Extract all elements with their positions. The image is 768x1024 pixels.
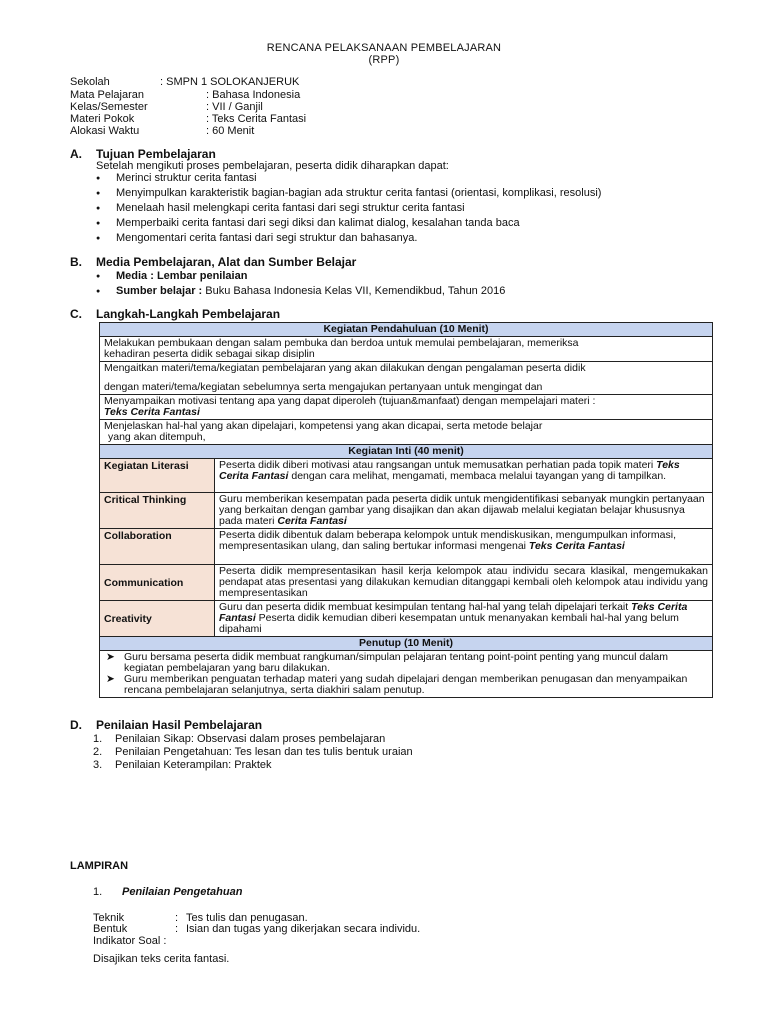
pendahuluan-header: Kegiatan Pendahuluan (10 Menit) bbox=[100, 323, 713, 337]
list-item: ➤ Guru bersama peserta didik membuat rangkuman/simpulan pelajaran tentang point-point penting yang muncul dalam kegiatan pembelajaran yang baru dilakukan. bbox=[106, 651, 668, 674]
table-row: Menyampaikan motivasi tentang apa yang dapat diperoleh (tujuan&manfaat) dengan mempelajari materi : Teks Cerita Fantasi bbox=[100, 395, 713, 420]
table-row: Collaboration Peserta didik dibentuk dalam beberapa kelompok untuk mendiskusikan, mengumpulkan informasi, mempresentasikan ulang, dan saling bertukar informasi mengenai Teks Cerita Fantasi bbox=[100, 529, 713, 565]
lampiran-colon: : bbox=[175, 923, 179, 935]
list-item: ● Mengomentari cerita fantasi dari segi struktur dan bahasanya. bbox=[96, 231, 601, 246]
identity-value-sekolah: : SMPN 1 SOLOKANJERUK bbox=[160, 76, 300, 88]
lampiran-heading: LAMPIRAN bbox=[70, 860, 129, 872]
list-item: ● Sumber belajar : Buku Bahasa Indonesia Kelas VII, Kemendikbud, Tahun 2016 bbox=[96, 284, 505, 299]
list-item: ● Menyimpulkan karakteristik bagian-bagian ada struktur cerita fantasi (orientasi, komplikasi, resolusi) bbox=[96, 186, 601, 201]
section-a-intro: Setelah mengikuti proses pembelajaran, peserta didik diharapkan dapat: bbox=[96, 160, 449, 172]
list-item: 3. Penilaian Keterampilan: Praktek bbox=[93, 759, 272, 771]
identity-label-mapel: Mata Pelajaran bbox=[70, 89, 144, 101]
learning-steps-table bbox=[99, 322, 713, 698]
section-a-heading: A. Tujuan Pembelajaran bbox=[70, 147, 216, 161]
table-row: Melakukan pembukaan dengan salam pembuka dan berdoa untuk memulai pembelajaran, memeriksa kehadiran peserta didik sebagai sikap disiplin bbox=[100, 337, 713, 362]
inti-header: Kegiatan Inti (40 menit) bbox=[100, 445, 713, 459]
section-d-heading: D. Penilaian Hasil Pembelajaran bbox=[70, 718, 263, 732]
penutup-header: Penutup (10 Menit) bbox=[100, 637, 713, 651]
table-header-row bbox=[100, 323, 713, 337]
list-item: ● Media : Lembar penilaian bbox=[96, 269, 505, 284]
table-row: Critical Thinking Guru memberikan kesempatan pada peserta didik untuk mengidentifikasi sebanyak mungkin pertanyaan yang berkaitan dengan gambar yang disajikan dan akan dijawab melalui kegiatan belajar khususnya pada materi Cerita Fantasi bbox=[100, 493, 713, 529]
document-subtitle: (RPP) bbox=[368, 54, 400, 66]
document-title: RENCANA PELAKSANAAN PEMBELAJARAN bbox=[266, 42, 502, 54]
lampiran-closing: Disajikan teks cerita fantasi. bbox=[93, 953, 230, 965]
section-b-list bbox=[96, 269, 505, 299]
section-c-heading: C. Langkah-Langkah Pembelajaran bbox=[70, 307, 281, 321]
identity-label-materi: Materi Pokok bbox=[70, 113, 135, 125]
table-row: Creativity Guru dan peserta didik membuat kesimpulan tentang hal-hal yang telah dipelajari terkait Teks Cerita Fantasi Peserta didik kemudian diberi kesempatan untuk menanyakan kembali hal-hal yang belum dipahami bbox=[100, 601, 713, 637]
identity-value-materi: : Teks Cerita Fantasi bbox=[206, 113, 307, 125]
lampiran-value-teknik: Tes tulis dan penugasan. bbox=[186, 912, 308, 924]
identity-value-waktu: : 60 Menit bbox=[206, 125, 255, 137]
inti-label-collaboration: Collaboration bbox=[100, 529, 215, 565]
lampiran-item-number: 1. bbox=[93, 886, 103, 898]
lampiran-value-bentuk: Isian dan tugas yang dikerjakan secara individu. bbox=[186, 923, 421, 935]
inti-label-communication: Communication bbox=[100, 565, 215, 601]
lampiran-colon: : bbox=[175, 912, 179, 924]
list-item: ● Menelaah hasil melengkapi cerita fantasi dari segi struktur cerita fantasi bbox=[96, 201, 601, 216]
list-item: 1. Penilaian Sikap: Observasi dalam proses pembelajaran bbox=[93, 733, 386, 745]
arrow-bullet-icon: ➤ bbox=[106, 651, 115, 663]
inti-label-literasi: Kegiatan Literasi bbox=[100, 459, 215, 493]
table-row: Mengaitkan materi/tema/kegiatan pembelajaran yang akan dilakukan dengan pengalaman peserta didik dengan materi/tema/kegiatan sebelumnya serta mengajukan pertanyaan untuk mengingat dan bbox=[100, 362, 713, 395]
list-item: ● Memperbaiki cerita fantasi dari segi diksi dan kalimat dialog, kesalahan tanda baca bbox=[96, 216, 601, 231]
identity-label-kelas: Kelas/Semester bbox=[70, 101, 148, 113]
section-d-list bbox=[93, 733, 413, 772]
lampiran-label-teknik: Teknik bbox=[93, 912, 125, 924]
inti-label-critical: Critical Thinking bbox=[100, 493, 215, 529]
list-item: ● Merinci struktur cerita fantasi bbox=[96, 171, 601, 186]
list-item: 2. Penilaian Pengetahuan: Tes lesan dan tes tulis bentuk uraian bbox=[93, 746, 413, 758]
list-item: ➤ Guru memberikan penguatan terhadap materi yang sudah dipelajari dengan memberikan penugasan dan menyampaikan rencana pembelajaran selanjutnya, serta diakhiri salam penutup. bbox=[106, 673, 688, 696]
identity-label-waktu: Alokasi Waktu bbox=[70, 125, 140, 137]
table-row: Menjelaskan hal-hal yang akan dipelajari, kompetensi yang akan dicapai, serta metode belajar yang akan ditempuh, bbox=[100, 420, 713, 445]
section-b-heading: B. Media Pembelajaran, Alat dan Sumber Belajar bbox=[70, 255, 357, 269]
table-row: Communication Peserta didik mempresentasikan hasil kerja kelompok atau individu secara klasikal, mengemukakan pendapat atas presentasi yang dilakukan kemudian ditanggapi kembali oleh kelompok atau individu yang mempresentasikan bbox=[100, 565, 713, 601]
section-a-list bbox=[96, 171, 601, 246]
arrow-bullet-icon: ➤ bbox=[106, 673, 115, 685]
identity-value-mapel: : Bahasa Indonesia bbox=[206, 89, 301, 101]
lampiran-item-title: Penilaian Pengetahuan bbox=[122, 886, 243, 898]
table-row bbox=[100, 651, 713, 698]
table-header-row bbox=[100, 445, 713, 459]
identity-value-kelas: : VII / Ganjil bbox=[206, 101, 263, 113]
identity-label-sekolah: Sekolah bbox=[70, 76, 110, 88]
table-row: Kegiatan Literasi Peserta didik diberi motivasi atau rangsangan untuk memusatkan perhatian pada topik materi Teks Cerita Fantasi dengan cara melihat, mengamati, membaca melalui tayangan yang di tampilkan. bbox=[100, 459, 713, 493]
lampiran-label-indikator: Indikator Soal : bbox=[93, 935, 167, 947]
lampiran-label-bentuk: Bentuk bbox=[93, 923, 128, 935]
table-header-row bbox=[100, 637, 713, 651]
inti-label-creativity: Creativity bbox=[100, 601, 215, 637]
